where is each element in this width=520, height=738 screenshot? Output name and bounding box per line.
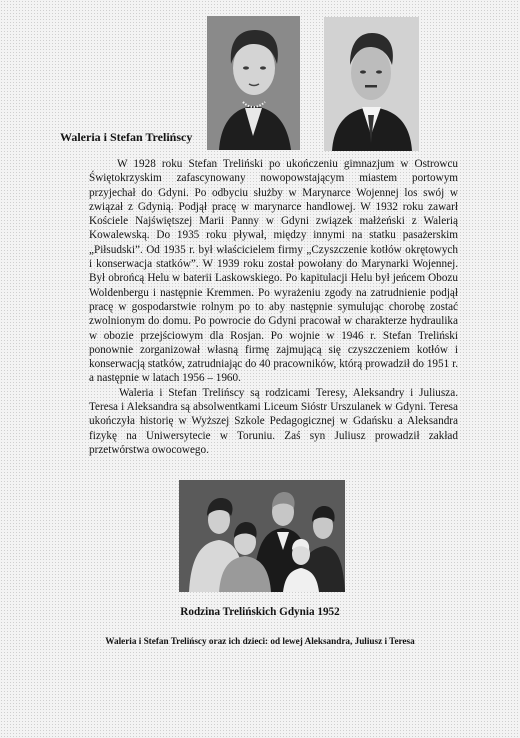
biography-text <box>89 157 458 457</box>
portrait-caption: Waleria i Stefan Trelińscy <box>60 130 193 144</box>
family-photo <box>179 480 345 592</box>
portrait-photo-waleria <box>207 16 300 150</box>
biography-paragraph: Waleria i Stefan Trelińscy są rodzicami Teresy, Aleksandry i Juliusza. Teresa i Aleksandra są absolwentkami Liceum Sióstr Urszulanek w Gdyni. Teresa ukończyła historię w Wyższej Szkole Pedagogicznej w Gdańsku a Aleksandra fizykę na Uniwersytecie w Toruniu. Zaś syn Juliusz prowadził zakład przetwórstwa owocowego. <box>89 386 458 456</box>
biography-paragraph: W 1928 roku Stefan Treliński po ukończeniu gimnazjum w Ostrowcu Świętokrzyskim zafascynowany nowopowstającym miastem portowym przyjechał do Gdyni. Po odbyciu służby w Marynarce Wojennej los swój w związał z Gdynią. Podjął pracę w marynarce handlowej. W 1932 roku zawarł Kościele Najświętszej Marii Panny w Gdyni związek małżeński z Walerią Kowalewską. Do 1935 roku pływał, między innymi na statku pasażerskim „Piłsudski”. Od 1935 r. był właścicielem firmy „Czyszczenie kotłów okrętowych i konserwacja statków”. W 1939 roku został powołany do Marynarki Wojennej. Był obrońcą Helu w baterii Laskowskiego. Po kapitulacji Helu był jeńcem Obozu Woldenbergu i następnie Kremmen. Po wyrażeniu zgody na zatrudnienie podjął pracę w gospodarstwie rolnym po to aby następnie symulując chorobę zostać zwolnionym do domu. Po powrocie do Gdyni pracował w charakterze hydraulika w obozie przejściowym dla Rosjan. Po wojnie w 1946 r. Stefan Treliński ponownie zorganizował własną firmę zajmującą się czyszczeniem kotłów i konserwacją statków, zatrudniając do 40 pracowników, którą prowadził do 1951 r. a następnie w latach 1956 – 1960. <box>89 158 458 385</box>
family-photo-caption: Waleria i Stefan Trelińscy oraz ich dzieci: od lewej Aleksandra, Juliusz i Teresa <box>105 636 415 646</box>
family-photo-title: Rodzina Trelińskich Gdynia 1952 <box>180 606 340 618</box>
portrait-photo-stefan <box>324 17 419 151</box>
